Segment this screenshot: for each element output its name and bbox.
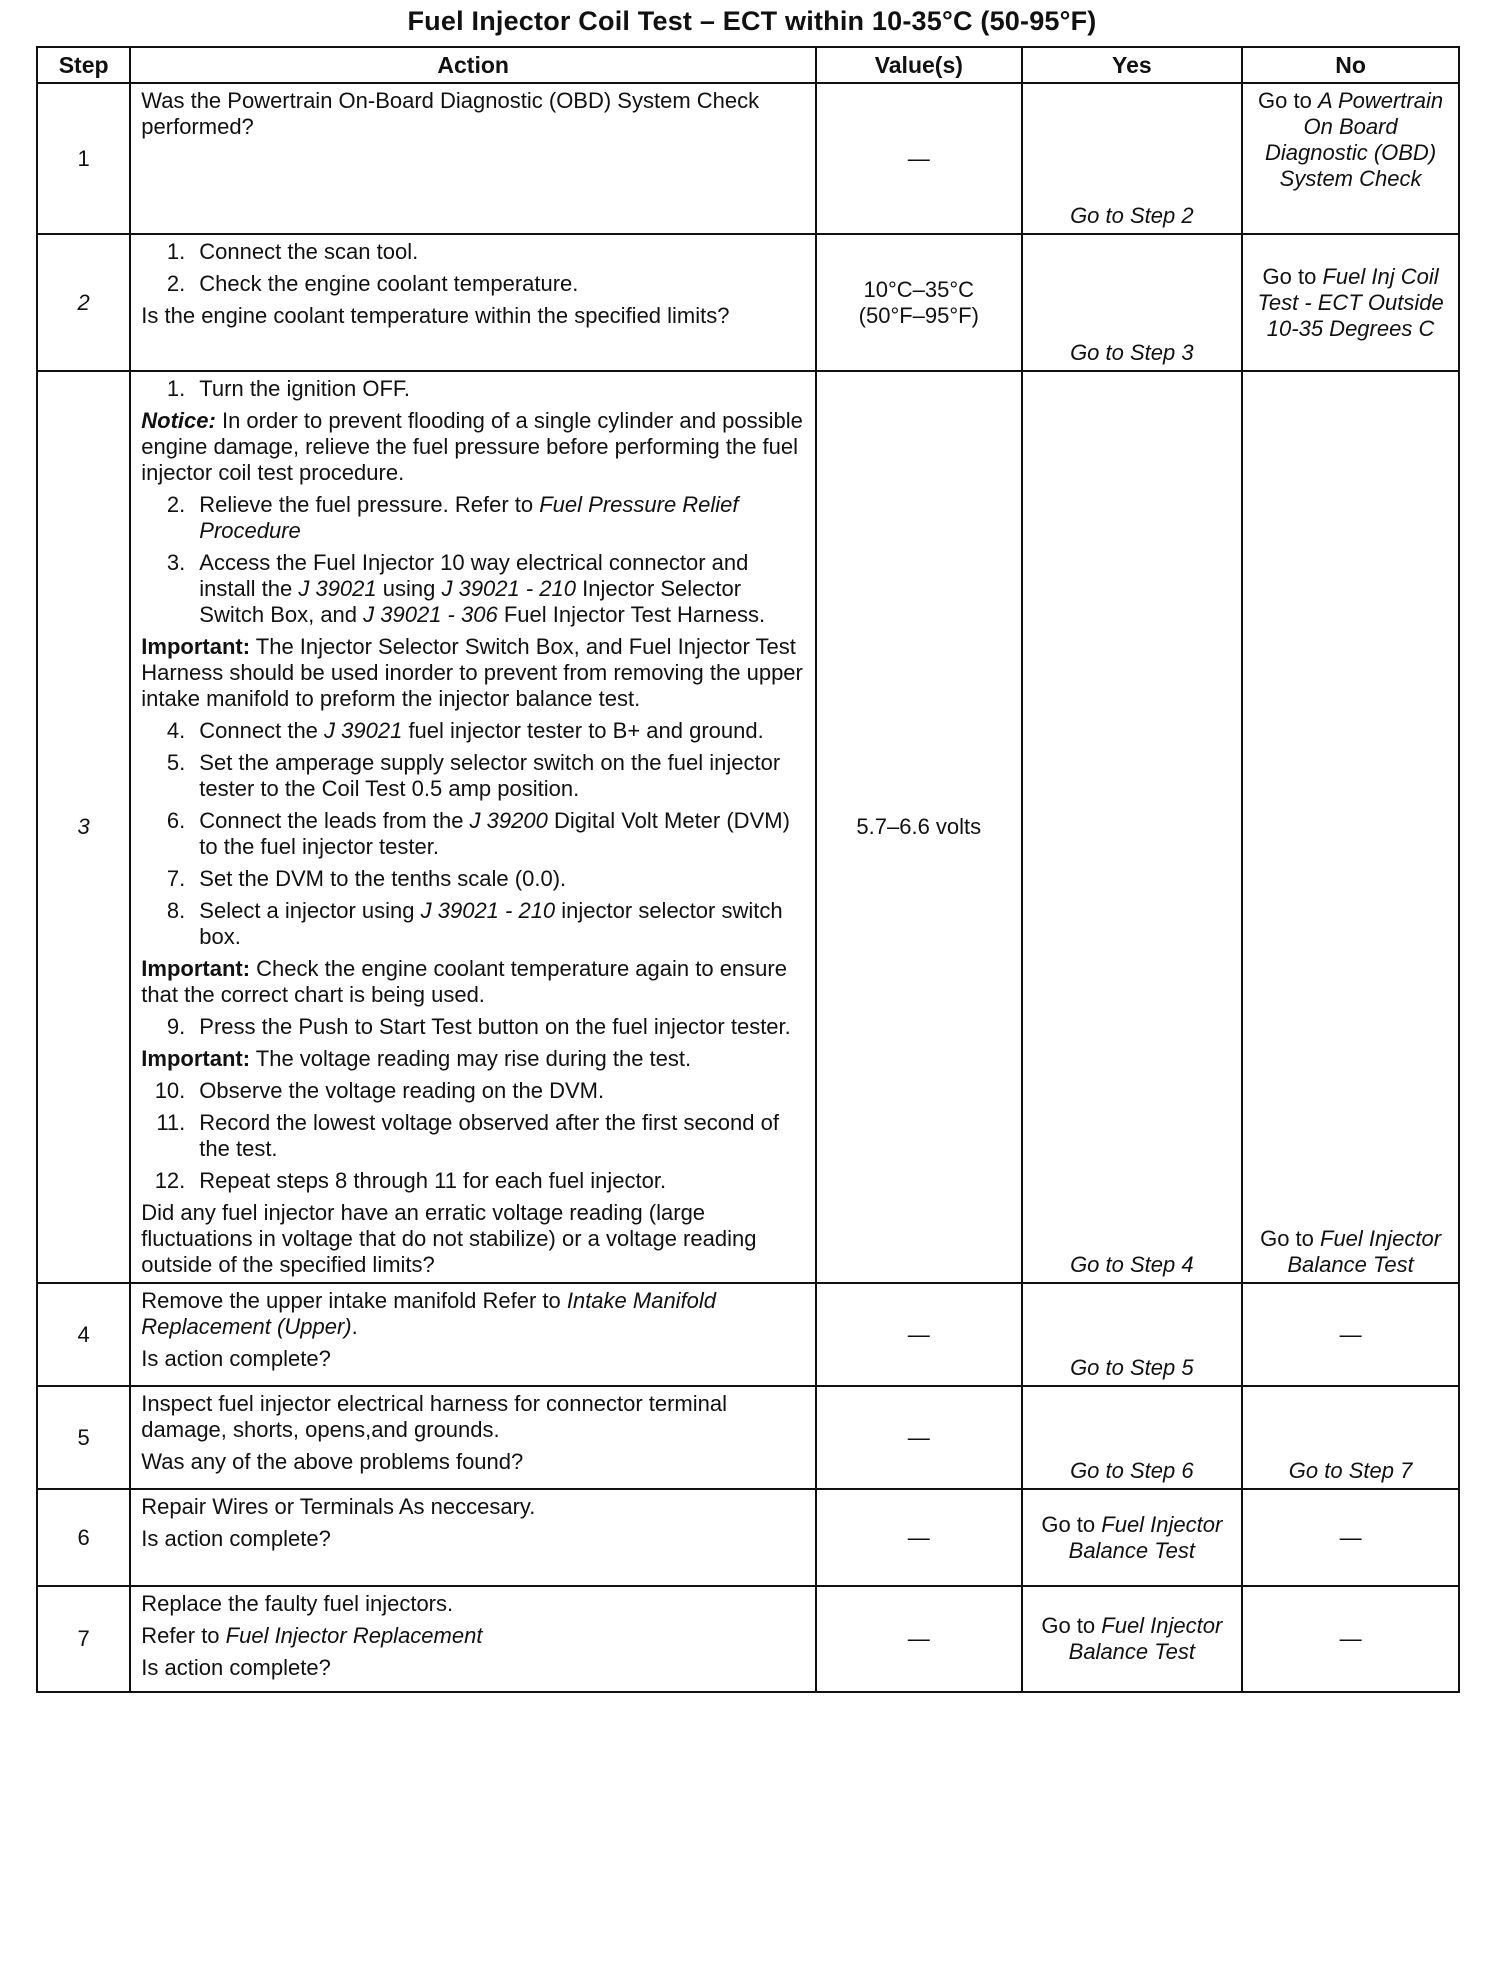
no-link[interactable]: Fuel Inj Coil Test - ECT Outside 10-35 Degrees C (1257, 263, 1444, 341)
value-line: (50°F–95°F) (858, 302, 979, 328)
important-note: Important: The Injector Selector Switch Box, and Fuel Injector Test Harness should be used inorder to prevent from removing the upper intake manifold to preform the injector balance test. (141, 634, 803, 711)
no-link[interactable]: Fuel Injector Balance Test (1287, 1226, 1442, 1277)
action-cell (130, 83, 816, 234)
action-list (141, 492, 805, 628)
step-number: 3 (37, 371, 130, 1283)
header-step: Step (37, 47, 130, 83)
action-cell (130, 1586, 816, 1692)
reference-link[interactable]: Fuel Injector Replacement (225, 1623, 483, 1648)
step-number: 4 (37, 1283, 130, 1386)
step-number: 7 (37, 1586, 130, 1692)
table-row (37, 234, 1459, 371)
action-question: Is the engine coolant temperature within the specified limits? (141, 303, 730, 328)
diagnostic-table (36, 46, 1460, 1693)
value-cell: 5.7–6.6 volts (816, 371, 1021, 1283)
no-prefix: Go to (1258, 88, 1318, 113)
yes-cell[interactable] (1022, 1386, 1243, 1489)
list-item: 6. Connect the leads from the J 39200 Digital Volt Meter (DVM) to the fuel injector tester. (166, 808, 790, 859)
yes-prefix: Go to (1041, 1511, 1102, 1537)
no-cell[interactable] (1242, 234, 1459, 371)
action-text: Inspect fuel injector electrical harness for connector terminal damage, shorts, opens,and grounds. (141, 1391, 727, 1442)
important-note: Important: Check the engine coolant temperature again to ensure that the correct chart is being used. (141, 956, 787, 1007)
no-cell: — (1242, 1586, 1459, 1692)
list-item: 8. Select a injector using J 39021 - 210 injector selector switch box. (166, 898, 783, 949)
action-question: Is action complete? (141, 1655, 331, 1680)
header-row (37, 47, 1459, 83)
yes-cell[interactable] (1022, 234, 1243, 371)
yes-cell[interactable] (1022, 1489, 1243, 1586)
no-cell[interactable] (1242, 371, 1459, 1283)
tool-ref: J 39200 (469, 808, 548, 833)
value-cell: — (816, 83, 1021, 234)
action-text: Repair Wires or Terminals As neccesary. (141, 1494, 536, 1519)
table-row (37, 1283, 1459, 1386)
tool-ref: J 39021 - 210 (420, 898, 556, 923)
action-cell (130, 1489, 816, 1586)
table-row (37, 371, 1459, 1283)
action-cell (130, 1283, 816, 1386)
no-link[interactable]: Go to Step 7 (1288, 1458, 1413, 1483)
page-title: Fuel Injector Coil Test – ECT within 10-35°C (50-95°F) (407, 6, 1097, 36)
action-list (141, 718, 805, 950)
action-cell (130, 1386, 816, 1489)
list-item: 4. Connect the J 39021 fuel injector tester to B+ and ground. (166, 718, 764, 743)
yes-link[interactable]: Go to Step 4 (1070, 1252, 1194, 1277)
no-prefix: Go to (1260, 1226, 1320, 1251)
value-cell: — (816, 1386, 1021, 1489)
tool-ref: J 39021 - 210 (441, 576, 577, 601)
list-item: 12. Repeat steps 8 through 11 for each fuel injector. (154, 1168, 667, 1193)
yes-link[interactable]: Go to Step 5 (1070, 1355, 1194, 1380)
tool-ref: J 39021 (324, 718, 403, 743)
header-yes: Yes (1022, 47, 1243, 83)
yes-link[interactable]: Go to Step 2 (1070, 203, 1194, 228)
list-item: 5. Set the amperage supply selector switch on the fuel injector tester to the Coil Test 0.5 amp position. (166, 750, 781, 801)
step-number: 2 (37, 234, 130, 371)
value-cell: — (816, 1283, 1021, 1386)
list-item: 11. Record the lowest voltage observed after the first second of the test. (156, 1110, 779, 1161)
yes-cell[interactable] (1022, 1586, 1243, 1692)
step-number: 1 (37, 83, 130, 234)
list-item: 9. Press the Push to Start Test button on the fuel injector tester. (166, 1014, 791, 1039)
list-item: 10. Observe the voltage reading on the DVM. (154, 1078, 605, 1103)
step-number: 5 (37, 1386, 130, 1489)
yes-link[interactable]: Go to Step 6 (1070, 1458, 1194, 1483)
value-cell: — (816, 1489, 1021, 1586)
list-item: 1. Connect the scan tool. (166, 239, 419, 264)
action-cell (130, 371, 816, 1283)
reference-link[interactable]: Fuel Pressure Relief Procedure (199, 492, 739, 543)
table-row (37, 1386, 1459, 1489)
list-item: 3. Access the Fuel Injector 10 way electrical connector and install the J 39021 using J 39021 - 210 Injector Selector Switch Box, and J 39021 - 306 Fuel Injector Test Harness. (166, 550, 766, 627)
yes-prefix: Go to (1041, 1613, 1102, 1638)
action-text: Replace the faulty fuel injectors. (141, 1591, 454, 1616)
action-question: Did any fuel injector have an erratic voltage reading (large fluctuations in voltage that do not stabilize) or a voltage reading outside of the specified limits? (141, 1200, 757, 1277)
no-cell: — (1242, 1283, 1459, 1386)
list-item: 2. Check the engine coolant temperature. (166, 271, 579, 296)
action-text: Remove the upper intake manifold Refer to Intake Manifold Replacement (Upper). (141, 1288, 717, 1339)
header-values: Value(s) (816, 47, 1021, 83)
yes-link[interactable]: Go to Step 3 (1070, 340, 1194, 365)
action-cell (130, 234, 816, 371)
list-item: 7. Set the DVM to the tenths scale (0.0). (166, 866, 567, 891)
no-cell[interactable] (1242, 83, 1459, 234)
no-cell: — (1242, 1489, 1459, 1586)
value-cell: — (816, 1586, 1021, 1692)
yes-cell[interactable] (1022, 1283, 1243, 1386)
header-no: No (1242, 47, 1459, 83)
no-prefix: Go to (1262, 263, 1323, 289)
value-line: 10°C–35°C (863, 276, 975, 302)
value-cell (816, 234, 1021, 371)
list-item: 2. Relieve the fuel pressure. Refer to Fuel Pressure Relief Procedure (166, 492, 739, 543)
action-list (141, 239, 805, 297)
no-link[interactable]: A Powertrain On Board Diagnostic (OBD) System Check (1264, 88, 1444, 191)
yes-link[interactable]: Fuel Injector Balance Test (1068, 1511, 1223, 1563)
tool-ref: J 39021 - 306 (363, 602, 498, 627)
table-row (37, 1489, 1459, 1586)
yes-cell[interactable] (1022, 371, 1243, 1283)
action-reference: Refer to Fuel Injector Replacement (141, 1623, 483, 1648)
header-action: Action (130, 47, 816, 83)
yes-link[interactable]: Fuel Injector Balance Test (1068, 1613, 1223, 1664)
action-question: Is action complete? (141, 1526, 331, 1551)
important-note: Important: The voltage reading may rise during the test. (141, 1046, 692, 1071)
no-cell[interactable] (1242, 1386, 1459, 1489)
action-list (141, 376, 805, 402)
table-row (37, 83, 1459, 234)
action-list (141, 1078, 805, 1194)
action-question: Was the Powertrain On-Board Diagnostic (OBD) System Check performed? (141, 88, 760, 139)
reference-link[interactable]: Intake Manifold Replacement (Upper) (141, 1288, 717, 1339)
action-question: Is action complete? (141, 1346, 331, 1371)
action-question: Was any of the above problems found? (141, 1449, 524, 1474)
tool-ref: J 39021 (298, 576, 377, 601)
yes-cell[interactable] (1022, 83, 1243, 234)
action-list (141, 1014, 805, 1040)
table-row (37, 1586, 1459, 1692)
list-item: 1. Turn the ignition OFF. (166, 376, 410, 401)
notice: Notice: In order to prevent flooding of a single cylinder and possible engine damage, relieve the fuel pressure before performing the fuel injector coil test procedure. (141, 408, 803, 485)
step-number: 6 (37, 1489, 130, 1586)
